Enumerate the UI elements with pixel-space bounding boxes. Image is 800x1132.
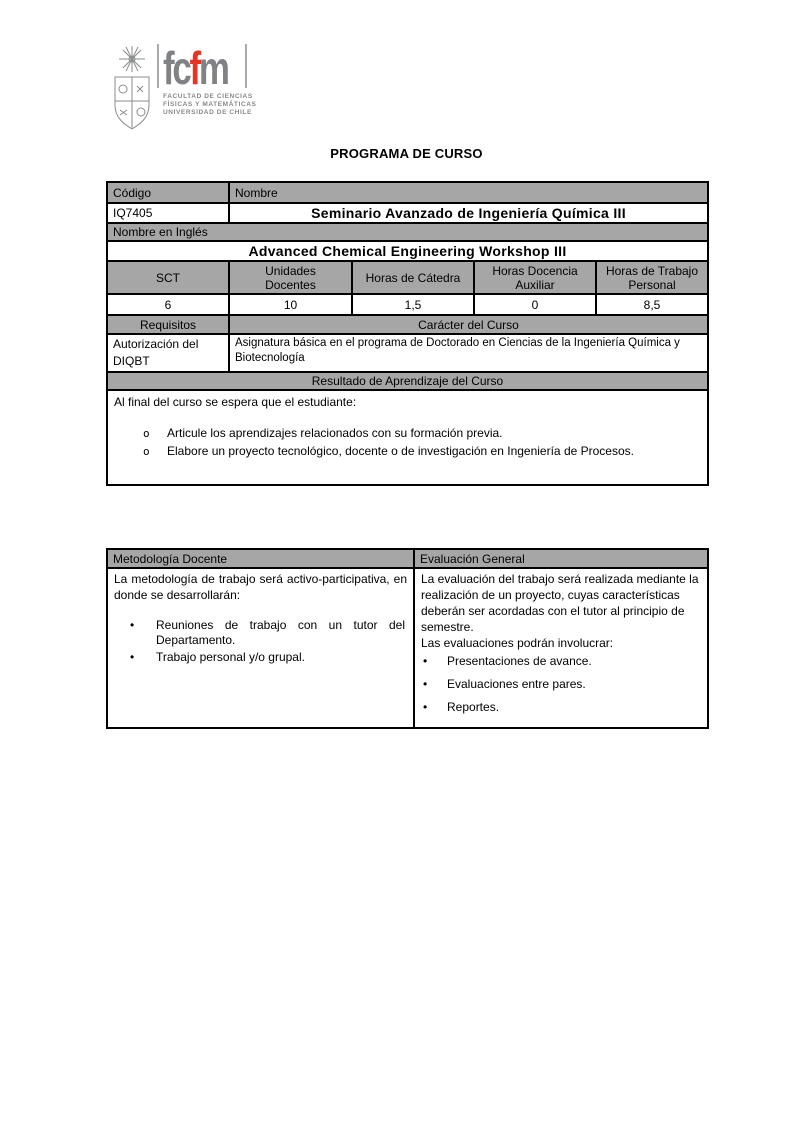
fcfm-logo: [110, 44, 257, 132]
evaluacion-label-cell: Evaluación General: [414, 549, 708, 568]
course-info-table: [106, 181, 709, 486]
faculty-line-2: FÍSICAS Y MATEMÁTICAS: [163, 101, 257, 108]
logo-acronym-row: [157, 42, 257, 94]
list-item: [114, 618, 407, 648]
dot-bullet-icon: •: [130, 618, 135, 632]
evaluacion-paragraph-2: Las evaluaciones podrán involucrar:: [421, 636, 614, 650]
resultado-label-cell: Resultado de Aprendizaje del Curso: [107, 372, 708, 390]
resultado-bullet-list: [113, 426, 702, 459]
caracter-label-cell: Carácter del Curso: [229, 315, 708, 334]
horas-trabajo-value-cell: 8,5: [596, 294, 708, 315]
nombre-value-cell: Seminario Avanzado de Ingeniería Química III: [229, 203, 708, 223]
methodology-evaluation-table: [106, 548, 709, 729]
table-row: [107, 334, 708, 372]
logo-acronym: [159, 42, 245, 94]
list-item: [113, 426, 702, 441]
circle-bullet-icon: o: [143, 427, 150, 440]
hours-header-row: [107, 261, 708, 294]
table-row: [107, 203, 708, 223]
table-row: [107, 568, 708, 728]
table-row: [107, 223, 708, 241]
metodologia-intro: La metodología de trabajo será activo-participativa, en donde se desarrollarán:: [114, 572, 407, 602]
resultado-bullet-1: Articule los aprendizajes relacionados con su formación previa.: [167, 426, 503, 440]
codigo-label-cell: Código: [107, 182, 229, 203]
unidades-docentes-value-cell: 10: [229, 294, 352, 315]
list-item: [114, 650, 407, 665]
requisitos-label-cell: Requisitos: [107, 315, 229, 334]
horas-docencia-value-cell: 0: [474, 294, 596, 315]
university-crest-icon: [110, 44, 154, 132]
list-item: [113, 444, 702, 459]
circle-bullet-icon: o: [143, 445, 150, 458]
logo-right-bar: [245, 44, 247, 88]
dot-bullet-icon: •: [423, 700, 428, 714]
logo-text-block: [157, 44, 257, 117]
horas-docencia-header-cell: Horas Docencia Auxiliar: [474, 261, 596, 294]
sct-header-cell: SCT: [107, 261, 229, 294]
nombre-ingles-value-cell: Advanced Chemical Engineering Workshop III: [107, 241, 708, 261]
caracter-value-cell: Asignatura básica en el programa de Doctorado en Ciencias de la Ingeniería Química y Biotecnología: [229, 334, 708, 372]
dot-bullet-icon: •: [423, 654, 428, 668]
resultado-intro: Al final del curso se espera que el estudiante:: [114, 395, 357, 409]
faculty-name: [163, 93, 257, 117]
evaluacion-paragraph-1: La evaluación del trabajo será realizada mediante la realización de un proyecto, cuyas características deberán ser acordadas con el tutor al principio de semestre.: [421, 572, 699, 634]
table-row: [107, 372, 708, 390]
evaluacion-bullet-2: Evaluaciones entre pares.: [447, 677, 586, 691]
metodologia-content-cell: [107, 568, 414, 728]
logo-letters-fc: fc: [163, 42, 190, 94]
table-row: [107, 315, 708, 334]
page-title: PROGRAMA DE CURSO: [330, 146, 483, 161]
logo-letter-m: m: [198, 42, 228, 94]
table-row: [107, 241, 708, 261]
faculty-line-3: UNIVERSIDAD DE CHILE: [163, 109, 252, 116]
dot-bullet-icon: •: [423, 677, 428, 691]
evaluacion-bullet-1: Presentaciones de avance.: [447, 654, 592, 668]
unidades-docentes-header-cell: Unidades Docentes: [229, 261, 352, 294]
evaluacion-bullet-3: Reportes.: [447, 700, 500, 714]
resultado-content-cell: [107, 390, 708, 485]
metodologia-bullet-2: Trabajo personal y/o grupal.: [156, 650, 305, 664]
hours-value-row: [107, 294, 708, 315]
table-row: [107, 549, 708, 568]
table-row: [107, 390, 708, 485]
table-row: [107, 182, 708, 203]
requisitos-value-cell: Autorización del DIQBT: [107, 334, 229, 372]
sct-value-cell: 6: [107, 294, 229, 315]
dot-bullet-icon: •: [130, 650, 135, 664]
horas-catedra-header-cell: Horas de Cátedra: [352, 261, 474, 294]
list-item: [421, 654, 701, 669]
codigo-value-cell: IQ7405: [107, 203, 229, 223]
metodologia-label-cell: Metodología Docente: [107, 549, 414, 568]
list-item: [421, 700, 701, 715]
nombre-ingles-label-cell: Nombre en Inglés: [107, 223, 708, 241]
metodologia-bullet-1: Reuniones de trabajo con un tutor del Departamento.: [156, 618, 405, 647]
evaluacion-bullet-list: [421, 654, 701, 715]
horas-trabajo-header-cell: Horas de Trabajo Personal: [596, 261, 708, 294]
horas-catedra-value-cell: 1,5: [352, 294, 474, 315]
nombre-label-cell: Nombre: [229, 182, 708, 203]
resultado-bullet-2: Elabore un proyecto tecnológico, docente o de investigación en Ingeniería de Procesos.: [167, 444, 634, 458]
faculty-line-1: FACULTAD DE CIENCIAS: [163, 93, 253, 100]
list-item: [421, 677, 701, 692]
metodologia-bullet-list: [114, 618, 407, 665]
logo-letter-f-red: f: [189, 42, 199, 94]
evaluacion-content-cell: [414, 568, 708, 728]
